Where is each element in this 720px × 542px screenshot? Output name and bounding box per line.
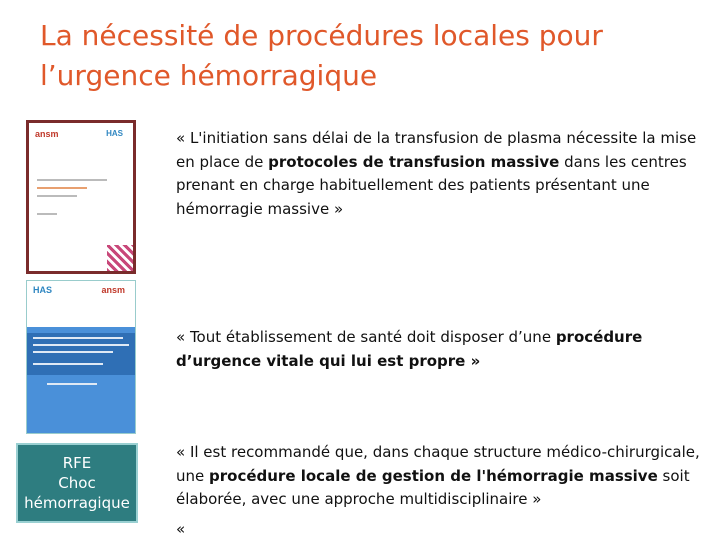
ansm-has-document-thumbnail (26, 120, 136, 274)
page-title: La nécessité de procédures locales pour l’urgence hémorragique (40, 19, 603, 92)
ansm-logo: ansm (101, 285, 125, 295)
decorative-corner (107, 245, 136, 274)
has-ansm-document-thumbnail (26, 280, 136, 434)
ansm-logo: ansm (35, 129, 59, 139)
badge-line: Choc (58, 474, 96, 492)
quote-truncated: « (176, 520, 186, 538)
rfe-badge (16, 443, 138, 523)
quote-local-hemorrhage-procedure: « Il est recommandé que, dans chaque structure médico-chirurgicale, une procédure locale de gestion de l'hémorragie massive soit élaborée, avec une approche multidisciplinaire » (176, 443, 700, 508)
badge-line: hémorragique (24, 494, 130, 512)
has-logo: HAS (33, 285, 53, 295)
quote-vital-emergency-procedure: « Tout établissement de santé doit disposer d’une procédure d’urgence vitale qui lui est propre » (176, 328, 643, 370)
has-logo: HAS (106, 129, 123, 138)
badge-line: RFE (62, 454, 92, 472)
quote-transfusion-protocols: « L'initiation sans délai de la transfusion de plasma nécessite la mise en place de protocoles de transfusion massive dans les centres prenant en charge habituellement des patients présentant une hémorragie massive » (176, 129, 697, 218)
